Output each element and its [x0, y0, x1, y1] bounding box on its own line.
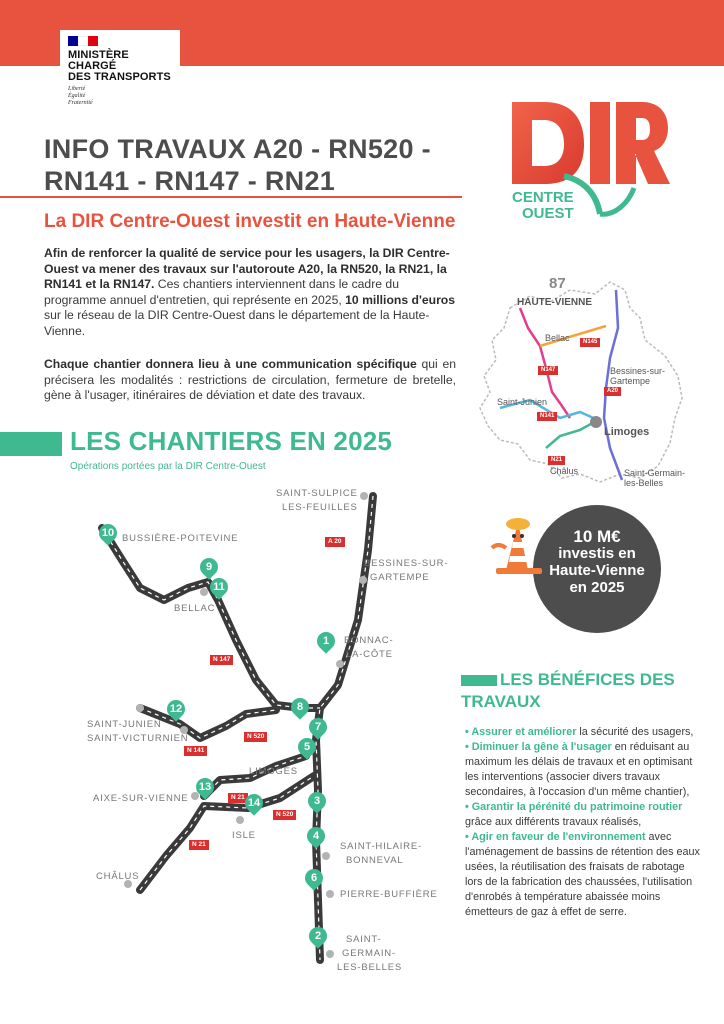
pin-number: 7 — [314, 721, 322, 733]
pin-number: 12 — [169, 703, 183, 715]
pin-number: 8 — [296, 701, 304, 713]
region-city: Bessines-sur-Gartempe — [610, 366, 666, 386]
pin-number: 11 — [213, 581, 225, 593]
intro-text: Ces chantiers interviennent dans le cadre du programme annuel d'entretien, qui représente en 2025, — [44, 277, 399, 307]
benefit-text: avec l'aménagement de bassins de rétention des eaux usées, la réutilisation des fraisats de rabotage lors de la fabrication des chaussées, l'utilisation d'enrobés à température abaissée moins émetteurs de gaz à effet de serre. — [465, 831, 700, 918]
benefit-text: en réduisant au maximum les délais de travaux et en optimisant les interventions (associer divers travaux secondaires, à l'occasion d'un même chantier), — [465, 741, 693, 798]
intro-text-end: sur le réseau de la DIR Centre-Ouest dans le département de la Haute-Vienne. — [44, 308, 430, 338]
ministry-logo — [60, 30, 180, 122]
motto-line: Égalité — [68, 93, 86, 99]
worksite-pin[interactable] — [196, 554, 221, 579]
ministry-line: MINISTÈRE — [68, 49, 129, 61]
town-label: SAINT-SULPICE — [276, 488, 358, 499]
worksite-pin[interactable] — [304, 788, 329, 813]
dir-centre-ouest-logo — [504, 96, 674, 226]
town-label: GARTEMPE — [370, 572, 430, 583]
intro-bold: Afin de renforcer la qualité de service pour les usagers, la DIR Centre-Ouest va mener des travaux sur l'autoroute A20, la RN520, la RN21, la RN141 et la RN147. — [44, 246, 450, 292]
region-road-tag: N145 — [580, 338, 600, 347]
town-label: AIXE-SUR-VIENNE — [93, 793, 189, 804]
town-label: LES-FEUILLES — [282, 502, 358, 513]
motto-line: Liberté — [68, 86, 86, 92]
communication-text: qui en précisera les modalités : restrictions de circulation, fermeture de bretelle, gène à l'usager, itinéraires de déviation et date des travaux. — [44, 357, 456, 403]
worksite-pin[interactable] — [305, 714, 330, 739]
benefit-heading: • Diminuer la gêne à l'usager — [465, 741, 612, 753]
benefit-item — [465, 740, 700, 800]
worksite-pin[interactable] — [163, 696, 188, 721]
page-title-line2: RN141 - RN147 - RN21 — [44, 166, 336, 196]
town-label: SAINT- — [346, 934, 382, 945]
pin-number: 1 — [322, 635, 330, 647]
benefits-list — [465, 725, 700, 920]
motto-line: Fraternité — [68, 100, 93, 106]
benefit-item — [465, 725, 700, 740]
town-label: BELLAC — [174, 603, 216, 614]
badge-line: en 2025 — [569, 579, 625, 596]
region-city-main: Limoges — [604, 426, 650, 438]
region-city: Châlus — [550, 466, 579, 476]
town-label: LIMOGES — [249, 766, 298, 777]
french-flag-icon — [68, 36, 98, 46]
town-label: LA-CÔTE — [346, 649, 393, 660]
worksite-pin[interactable] — [313, 628, 338, 653]
pin-number: 13 — [198, 781, 212, 793]
pin-number: 6 — [310, 872, 318, 884]
benefit-item — [465, 830, 700, 920]
worksite-pin[interactable] — [95, 520, 120, 545]
benefits-title: LES BÉNÉFICES DES — [500, 670, 675, 689]
pin-number: 10 — [101, 527, 115, 539]
town-label: CHÂLUS — [96, 871, 140, 882]
road-tag: A 20 — [325, 537, 345, 547]
road-tag: N 141 — [184, 746, 207, 756]
dept-name: HAUTE-VIENNE — [517, 297, 593, 308]
town-label: GERMAIN- — [342, 948, 396, 959]
worksite-pin[interactable] — [192, 774, 217, 799]
worksite-pin[interactable] — [287, 694, 312, 719]
communication-paragraph — [44, 357, 456, 404]
intro-paragraph — [44, 246, 456, 340]
ministry-line: DES TRANSPORTS — [68, 71, 171, 83]
benefit-heading: • Agir en faveur de l'environnement — [465, 831, 646, 843]
region-road-tag: N21 — [548, 456, 565, 465]
title-divider — [0, 196, 462, 198]
town-label: BONNAC- — [344, 635, 394, 646]
region-road-tag: N147 — [538, 366, 558, 375]
region-city: Bellac — [545, 333, 570, 343]
worksite-pin[interactable] — [301, 865, 326, 890]
town-label: LES-BELLES — [337, 962, 403, 973]
benefits-title: TRAVAUX — [461, 692, 541, 711]
dept-number: 87 — [549, 275, 566, 292]
investment-badge-text — [533, 528, 661, 596]
road-tag: N 520 — [244, 732, 267, 742]
pin-number: 4 — [312, 830, 320, 842]
ministry-line: CHARGÉ — [68, 60, 117, 72]
pin-number: 5 — [303, 741, 311, 753]
road-tag: N 520 — [273, 810, 296, 820]
benefit-heading: • Garantir la pérénité du patrimoine routier — [465, 801, 683, 813]
badge-amount: 10 M€ — [573, 527, 621, 546]
town-label: BESSINES-SUR- — [364, 558, 449, 569]
road-tag: N 147 — [210, 655, 233, 665]
worksite-pin[interactable] — [206, 574, 231, 599]
benefits-band — [461, 675, 497, 686]
traffic-cone-mascot-icon — [488, 512, 550, 578]
intro-amount: 10 millions d'euros — [345, 292, 456, 307]
pin-number: 3 — [313, 795, 321, 807]
badge-line: investis en — [558, 545, 636, 562]
region-city: Saint-Germain-les-Belles — [624, 468, 686, 488]
worksite-pin[interactable] — [241, 790, 266, 815]
town-label: SAINT-HILAIRE- — [340, 841, 422, 852]
benefit-heading: • Assurer et améliorer — [465, 726, 577, 738]
pin-number: 2 — [314, 930, 322, 942]
section-subtitle: Opérations portées par la DIR Centre-Ouest — [70, 461, 266, 472]
region-city: Saint-Junien — [497, 397, 548, 407]
town-label: SAINT-JUNIEN — [87, 719, 162, 730]
badge-line: Haute-Vienne — [549, 562, 645, 579]
road-tag: N 21 — [189, 840, 209, 850]
communication-bold: Chaque chantier donnera lieu à une communication spécifique — [44, 357, 417, 371]
town-label: BONNEVAL — [346, 855, 404, 866]
page-subtitle: La DIR Centre-Ouest investit en Haute-Vienne — [44, 211, 456, 232]
town-label: BUSSIÈRE-POITEVINE — [122, 533, 239, 544]
worksite-pin[interactable] — [294, 734, 319, 759]
town-label: PIERRE-BUFFIÈRE — [340, 889, 438, 900]
region-road-tag: N141 — [537, 412, 557, 421]
town-label: ISLE — [232, 830, 256, 841]
road-tag: N 21 — [228, 793, 248, 803]
pin-number: 14 — [247, 797, 261, 809]
section-title: LES CHANTIERS EN 2025 — [70, 426, 393, 456]
benefit-item — [465, 800, 700, 830]
town-label: SAINT-VICTURNIEN — [87, 733, 189, 744]
page-title-line1: INFO TRAVAUX A20 - RN520 - — [44, 134, 431, 164]
benefit-text: la sécurité des usagers, — [576, 726, 694, 738]
worksite-pin[interactable] — [303, 823, 328, 848]
logo-ouest: OUEST — [522, 205, 574, 222]
worksite-pin[interactable] — [305, 923, 330, 948]
section-band — [0, 432, 62, 456]
pin-number: 9 — [205, 561, 213, 573]
benefit-text: grâce aux différents travaux réalisés, — [465, 816, 642, 828]
logo-centre: CENTRE — [512, 189, 574, 206]
region-road-tag: A20 — [604, 387, 621, 396]
